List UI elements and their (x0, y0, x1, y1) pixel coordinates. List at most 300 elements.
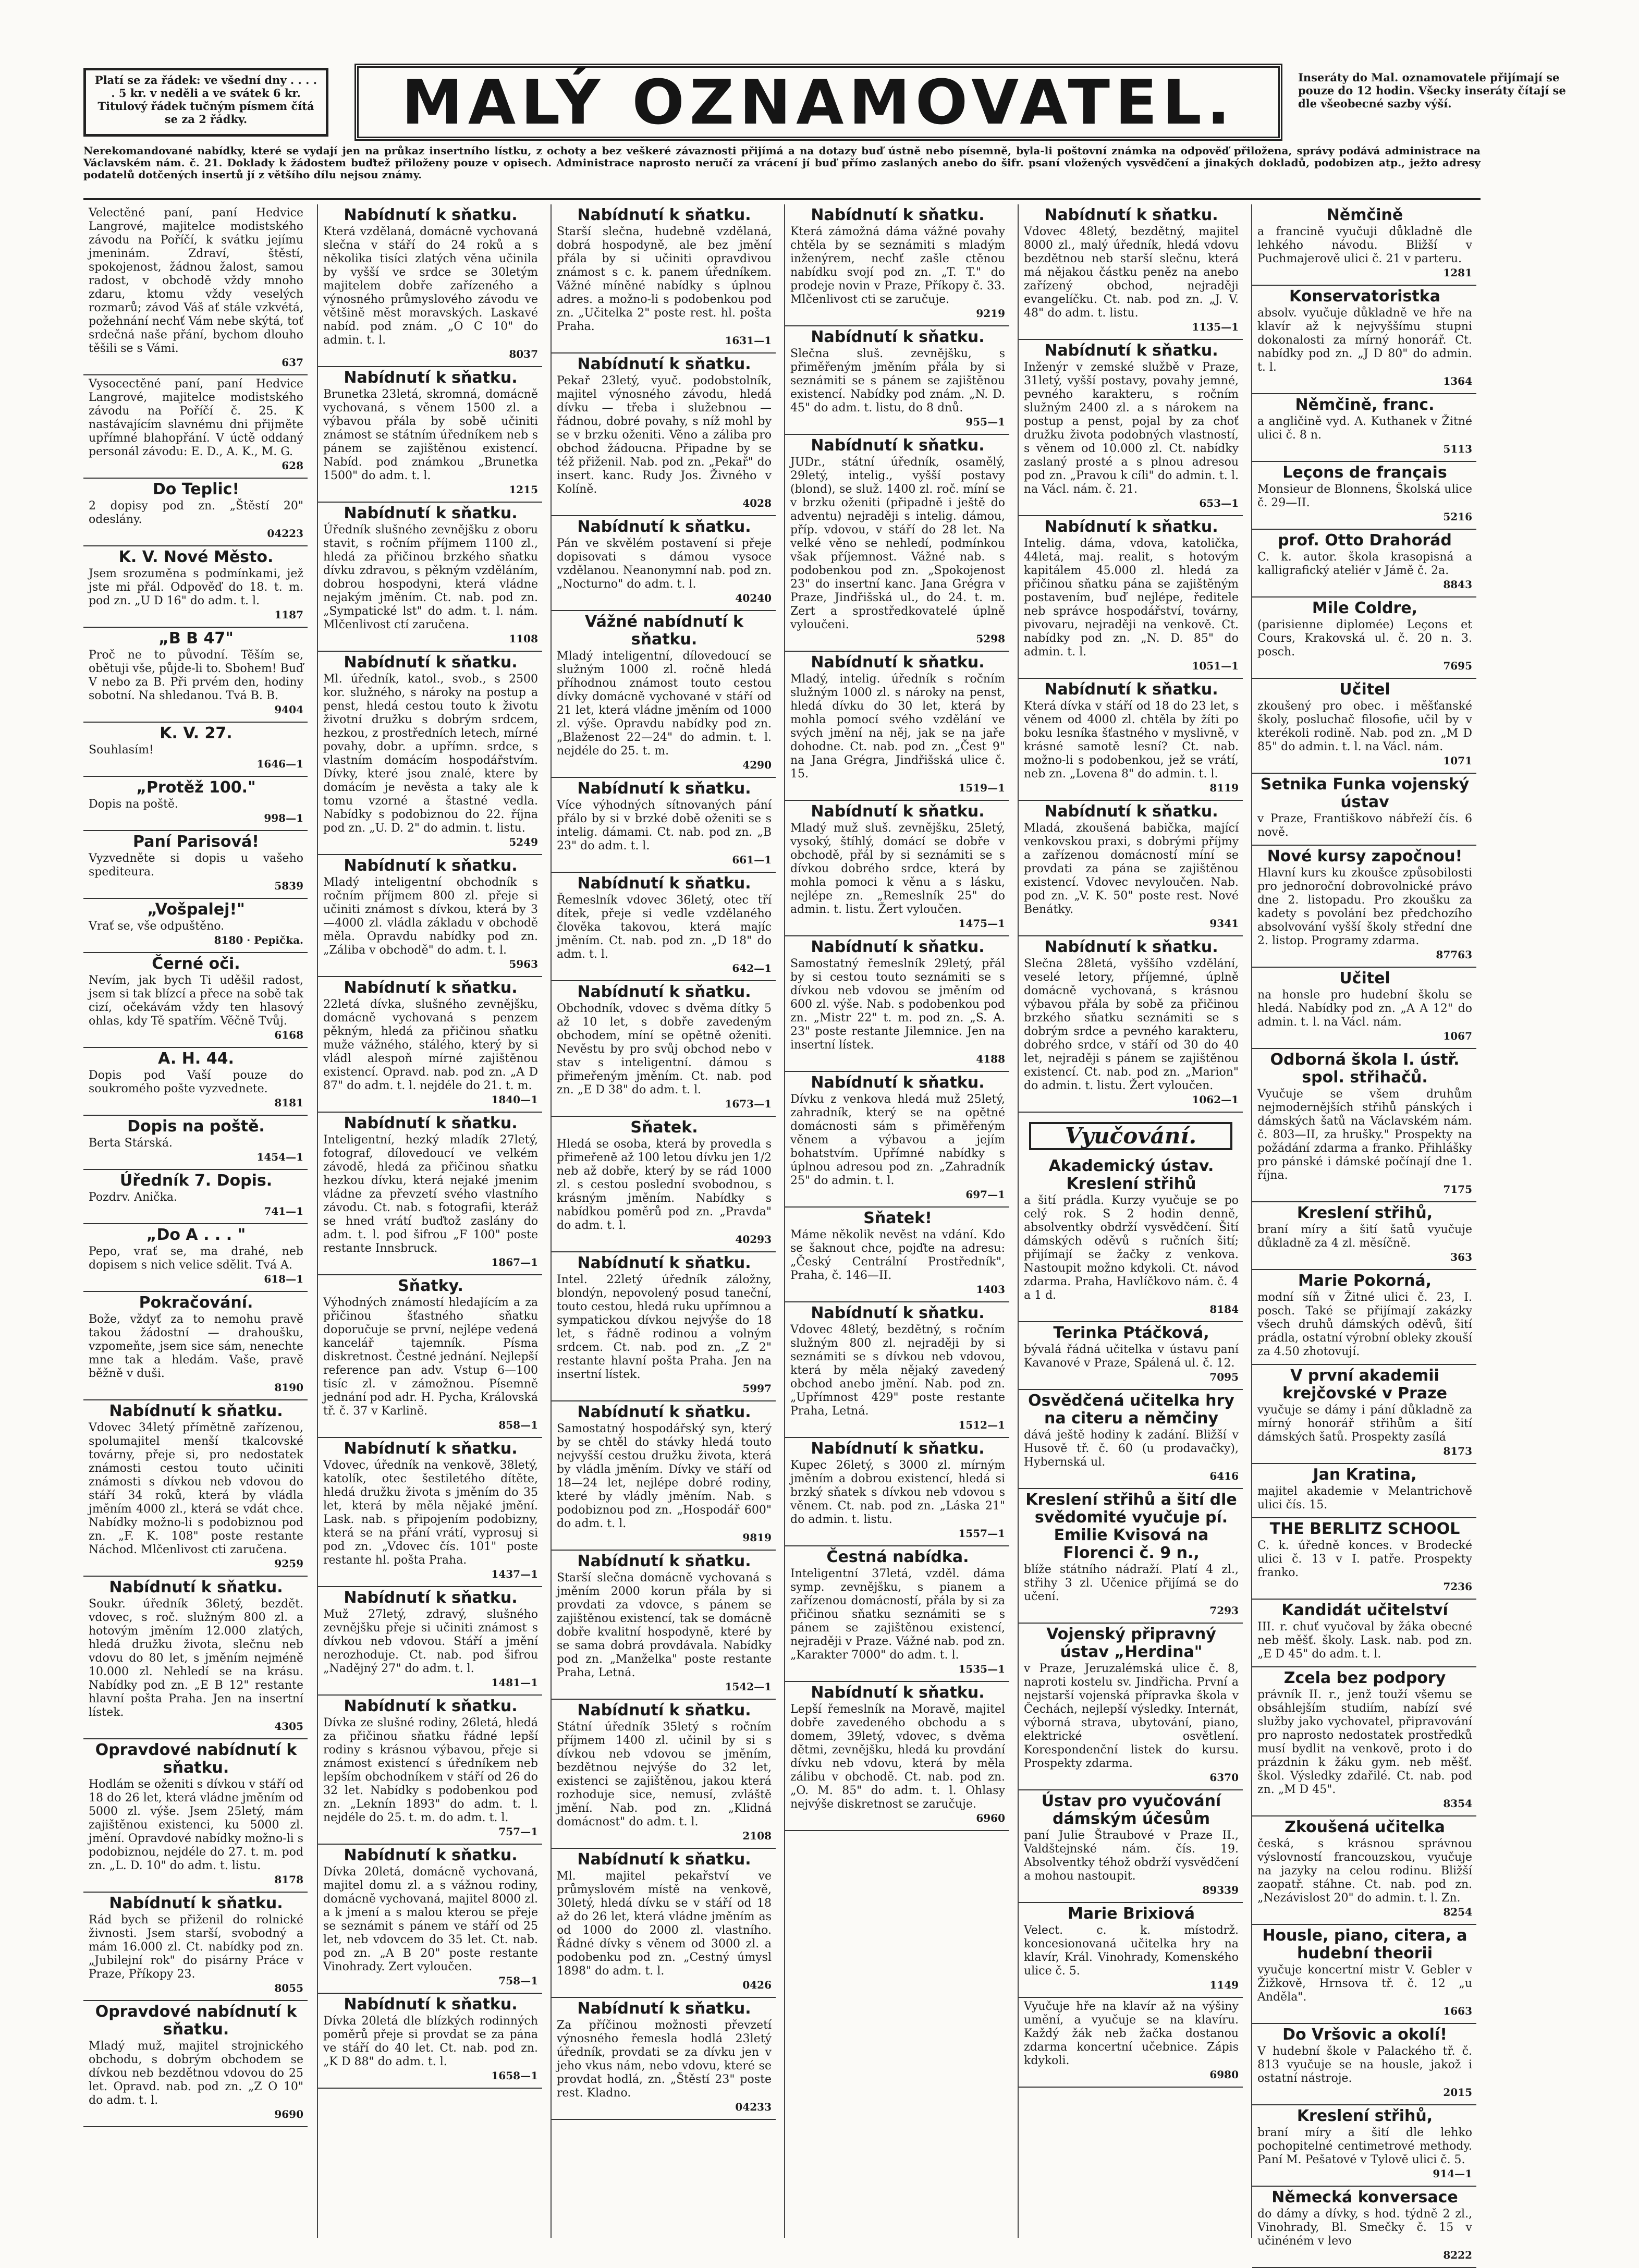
ad-text: Státní úředník 35letý s ročním příjmem 1400 zl. učinil by si s dívkou neb vdovou se jměním, bezdětnou nejvýše do 32 let, existenci se zajištěnou, jakou která rozhoduje sice, nemusí, zvláště jmění. Nab. pod zn. „Klidná domácnost" do adm. t. l. (557, 1721, 772, 1828)
ad-text: Monsieur de Blonnens, Školská ulice č. 29—II. (1257, 483, 1472, 509)
ad-heading: Nabídnutí k sňatku. (811, 436, 985, 455)
ad-number: 1481—1 (491, 1676, 538, 1689)
ad-number: 8173 (1443, 1445, 1472, 1457)
ad-heading: Nové kursy započnou! (1267, 847, 1463, 865)
ad-item (552, 778, 776, 873)
ad-heading: Dopis na poště. (127, 1117, 265, 1136)
ad-number: 8119 (1209, 782, 1239, 794)
ad-text: Slečna 28letá, vyššího vzdělání, veselé letory, příjemné, úplně domácně vychovaná, s krásnou výbavou přála by sobě za přičinou brzkého sňatku seznámiti se s dobrým srdce a pevného karakteru, dobrého srdce, v stáří od 30 do 40 let, nejraději s pánem se zajištěnou existencí. Ct. nab. pod zn. „Marion" do admin. t. listu. Žert vyloučen. (1024, 957, 1239, 1092)
column-6 (1251, 204, 1476, 2261)
ad-item (83, 1400, 308, 1577)
ad-text: vyučuje se dámy i pání důkladně za mírný honorář střihům a šití dámských šatů. Prospekty zasílá (1257, 1404, 1472, 1444)
ad-number: 5113 (1443, 443, 1472, 455)
ad-number: 1631—1 (725, 334, 772, 347)
ad-heading: Sňatky. (398, 1277, 463, 1295)
ad-item (1252, 1049, 1476, 1202)
ad-text: Mladý, intelig. úředník s ročním služným 1000 zl. s nároky na penst, hledá dívku do 30 let, která by mohla pomocí svého vzdělání ve svých jmění na něj, jak se na jaře dohodne. Ct. nab. pod zn. „Čest 9" na Jana Grégra, Jindřišská ulice č. 15. (790, 673, 1005, 781)
ad-number: 4028 (742, 497, 772, 509)
ad-number: 6168 (274, 1029, 303, 1041)
ad-heading: prof. Otto Drahorád (1278, 531, 1452, 550)
ad-item (1252, 530, 1476, 598)
ad-number: 1062—1 (1192, 1093, 1239, 1106)
ad-item (785, 1682, 1009, 1831)
ad-item (1252, 1600, 1476, 1667)
ad-item (318, 1438, 542, 1587)
ad-number: 741—1 (264, 1205, 303, 1217)
ad-heading: „B B 47" (158, 629, 234, 648)
column-1 (83, 204, 308, 2238)
ad-text: Nevím, jak bych Ti uděšil radost, jsem si tak blízcí a přece na sobě tak cizí, očekávám vždy ten hlasový ohlas, kdy Tě spatřím. Věčně Tvůj. (89, 974, 303, 1028)
ad-number: 6416 (1209, 1470, 1239, 1482)
ad-heading: Nabídnutí k sňatku. (344, 369, 518, 387)
page-title: MALÝ OZNAMOVATEL. (401, 66, 1236, 138)
ad-number: 1646—1 (256, 758, 303, 770)
section-heading-vyucovani: Vyučování. (1029, 1122, 1232, 1150)
ad-heading: Nabídnutí k sňatku. (344, 1114, 518, 1132)
ad-number: 8055 (274, 1982, 303, 1994)
ad-item (83, 1739, 308, 1893)
ad-text: právník II. r., jenž touží všemu se obsáhlejším studiím, nabízí své služby jako vychovatel, připravování pro naprosto nedostatek prostředků musí bydlit na venkově, proto i do prázdnin k žáku gym. neb měšť. škol. Výsledky zdařilé. Ct. nab. pod zn. „M D 45". (1257, 1688, 1472, 1796)
ad-item (552, 1401, 776, 1551)
ad-text: Vdovec, úředník na venkově, 38letý, katolík, otec šestiletého dítěte, hledá družku života s jměním do 35 let, která by měla nějaké jmění. Lask. nab. s připojením podobizny, která se na přání vrátí, vyprosuj si pod zn. „Vdovec čís. 101" poste restante hl. pošta Praha. (323, 1459, 538, 1567)
ad-heading: Marie Brixiová (1068, 1905, 1195, 1923)
ad-text: Intel. 22letý úředník záložny, blondýn, nepovolený posud taneční, touto cestou, hledá ruku upřímnou a sympatickou dívkou nejvýše do 18 let, s řádně rodinou a volným srdcem. Ct. nab. pod zn. „Z 2" restante hlavní pošta Praha. Jen na insertní lístek. (557, 1273, 772, 1381)
ad-heading: Nabídnutí k sňatku. (577, 1403, 751, 1421)
ad-text: Velect. c. k. místodrž. koncesionovaná učitelka hry na klavír, Král. Vinohrady, Komenského ulice č. 5. (1024, 1924, 1239, 1978)
ad-item (318, 1845, 542, 1994)
ad-text: 22letá dívka, slušného zevnějšku, domácně vychovaná s penzem pěkným, hledá za přičinou sňatku muže vážného, stálého, který by si vládl alespoň mírné zajištěnou existencí. Opravd. nab. pod zn. „A D 87" do adm. t. l. nejdéle do 21. t. m. (323, 998, 538, 1092)
ad-item (318, 652, 542, 855)
ad-number: 858—1 (498, 1419, 538, 1431)
ad-text: 2 dopisy pod zn. „Štěstí 20" odeslány. (89, 499, 303, 526)
ad-item (1252, 394, 1476, 462)
ad-number: 1135—1 (1192, 321, 1239, 333)
ad-item (83, 899, 308, 953)
ad-heading: Nabídnutí k sňatku. (344, 1589, 518, 1607)
ad-item (1252, 2105, 1476, 2187)
ad-heading: Opravdové nabídnutí k sňatku. (95, 2003, 297, 2039)
ad-text: Dívka 20letá, domácně vychovaná, majitel domu zl. a s vážnou rodiny, domácně vychovaná, majitel 8000 zl. a k jmení a s malou kterou se přeje se seznámit s pánem ve stáří od 25 let, neb vdovcem do 35 let. Ct. nab. pod zn. „A B 20" poste restante Vinohrady. Zert vyloučen. (323, 1865, 538, 1973)
ad-item (552, 1551, 776, 1700)
ad-number: 4305 (274, 1720, 303, 1733)
ad-text: Pepo, vrať se, ma drahé, neb dopisem s nich velice sdělit. Tvá A. (89, 1245, 303, 1272)
ad-heading: Vojenský připravný ústav „Herdina" (1046, 1625, 1216, 1661)
ad-text: majitel akademie v Melantrichově ulici čís. 15. (1257, 1485, 1472, 1511)
ad-item (318, 1994, 542, 2089)
ad-text: Která dívka v stáří od 18 do 23 let, s věnem od 4000 zl. chtěla by žíti po boku lesníka šťastného v myslivně, v krásné samotě lesní? Ct. nab. možno-li s podobenkou, jež se vrátí, neb zn. „Lovena 8" do admin. t. l. (1024, 700, 1239, 781)
ad-heading: Kreslení střihů a šití dle svědomité vyučuje pí. Emilie Kvisová na Florenci č. 9 n., (1025, 1491, 1237, 1562)
ad-number: 955—1 (965, 416, 1005, 428)
ad-item (1252, 598, 1476, 679)
ad-number: 8178 (274, 1873, 303, 1886)
ad-item (552, 1849, 776, 1998)
ad-heading: A. H. 44. (158, 1050, 234, 1068)
ad-text: Soukr. úředník 36letý, bezdět. vdovec, s roč. služným 800 zl. a hotovým jměním 12.000 zlatých, hledá družku života, slečnu neb vdovu do 80 let, s jměním nejméně 10.000 zl. Nehledí se na krásu. Nabídky pod zn. „E B 12" restante hlavní pošta Praha. Jen na insertní lístek. (89, 1598, 303, 1719)
ad-item (552, 516, 776, 611)
ad-number: 1071 (1443, 754, 1472, 767)
ad-heading: Nabídnutí k sňatku. (811, 1684, 985, 1702)
column-5-school-ads (1019, 1155, 1243, 2088)
ad-number: 9259 (274, 1557, 303, 1570)
ad-item (552, 204, 776, 353)
ad-text: Vdovec 48letý, bezdětný, majitel 8000 zl., malý úředník, hledá vdovu bezdětnou neb starší slečnu, která má nějakou částku peněz na anebo zařízený obchod, nejraději evangelíčku. Ct. nab. pod zn. „J. V. 48" do adm. t. listu. (1024, 225, 1239, 320)
ad-text: Za příčinou možnosti převzetí výnosného řemesla hodlá 23letý úředník, provdati se za dívku jen v jeho vkus nám, nebo vdovu, které se provdat hodlá, zn. „Štěstí 23" poste rest. Kladno. (557, 2019, 772, 2100)
ad-text: Samostatný řemeslník 29letý, přál by si cestou touto seznámiti se s dívkou neb vdovou se jměním od 600 zl. výše. Nab. s podobenkou pod zn. „Mistr 22" t. m. pod zn. „S. A. 23" poste restante Jilemnice. Jen na insertní lístek. (790, 957, 1005, 1052)
ad-text: Kupec 26letý, s 3000 zl. mírným jměním a dobrou existencí, hledá si brzký sňatek s dívkou neb vdovou s věnem. Ct. nab. pod zn. „Láska 21" do admin. t. listu. (790, 1459, 1005, 1526)
ad-heading: Zcela bez podpory (1283, 1669, 1446, 1687)
ad-number: 8843 (1443, 578, 1472, 591)
ad-item (83, 1577, 308, 1739)
ad-item (1019, 340, 1243, 516)
ad-heading: Nabídnutí k sňatku. (811, 1304, 985, 1322)
ad-item (318, 1113, 542, 1275)
ad-item (83, 479, 308, 546)
ad-text: Vrať se, vše odpuštěno. (89, 920, 225, 933)
ad-heading: Učitel (1339, 680, 1390, 699)
ad-heading: V první akademii krejčovské v Praze (1282, 1367, 1447, 1403)
ad-item (785, 652, 1009, 801)
ad-heading: Nabídnutí k sňatku. (811, 802, 985, 821)
ad-heading: Úředník 7. Dopis. (119, 1172, 273, 1190)
ad-heading: Nabídnutí k sňatku. (1044, 206, 1218, 224)
ad-item (83, 1116, 308, 1170)
ad-heading: Odborná škola I. ústř. spol. střihačů. (1270, 1051, 1460, 1087)
ad-number: 5839 (274, 880, 303, 892)
ad-heading: Nabídnutí k sňatku. (1044, 938, 1218, 956)
ad-text: Ml. úředník, katol., svob., s 2500 kor. služného, s nároky na postup a penst, hledá cestou touto k životu životní družku s dobrým srdcem, hezkou, z prostředních letech, mírné povahy, dobr. a upřímn. srdce, s vlastním domácím hospodářstvím. Dívky, které jsou znalé, ktere by domácím je nevěsta a taky ale k tomu vzorné a štastné vedla. Nabídky s podobiznou do 22. října pod zn. „U. D. 2" do admin. t. listu. (323, 673, 538, 835)
ad-number: 1051—1 (1192, 660, 1239, 672)
ad-number: 1108 (509, 632, 538, 645)
ad-item (1019, 1998, 1243, 2088)
ad-heading: Učitel (1339, 969, 1390, 987)
ad-text: Mladý inteligentní, dílovedoucí se služným 1000 zl. ročně hledá příhodnou známost touto cestou dívky domácně vychované v stáří od 21 let, která vládne jměním od 1000 zl. výše. Opravdu nabídky pod zn. „Blaženost 22—24" do admin. t. l. nejdéle do 25. t. m. (557, 650, 772, 758)
ad-item (1019, 1489, 1243, 1624)
notice-text: Nerekomandované nabídky, které se vydají jen na průkaz insertního lístku, z ochoty a bez veškeré závaznosti přijímá a na dotazy buď ústně nebo písemně, byla-li poštovní známka na odpověď přiložena, správy podává administrace na Václavském nám. č. 21. Doklady k žádostem buďtež přiloženy pouze v opisech. Administrace naprosto neručí za vrácení jí buď přímo zaslaných anebo do šifr. psaní vložených vysvědčení a jinakých dokladů, podobizen atp., ježto adresy podatelů dotčených insertů jí z většího dílu nejsou známy. (83, 144, 1481, 181)
ad-number: 1557—1 (958, 1527, 1005, 1540)
column-4 (784, 204, 1009, 2238)
ad-heading: Nabídnutí k sňatku. (811, 328, 985, 346)
ad-heading: Čestná nabídka. (826, 1548, 969, 1566)
ad-number: 1454—1 (256, 1151, 303, 1163)
ad-item (318, 855, 542, 977)
ad-item (552, 1998, 776, 2120)
ad-number: 5997 (742, 1382, 772, 1395)
ad-number: 6960 (976, 1812, 1005, 1824)
ad-number: 04233 (735, 2101, 772, 2113)
ad-number: 8190 (274, 1381, 303, 1394)
column-5-ads (1019, 204, 1243, 1113)
ad-text: Berta Stárská. (89, 1137, 173, 1150)
ad-number: 04223 (267, 527, 303, 540)
ad-text: zkoušený pro obec. i měšťanské školy, posluchač filosofie, učil by v kterékoli rodině. Nab. pod zn. „M D 85" do admin. t. l. na Václ. nám. (1257, 700, 1472, 753)
ad-item (785, 1072, 1009, 1208)
ad-heading: Nabídnutí k sňatku. (109, 1894, 283, 1912)
ad-text: Brunetka 23letá, skromná, domácně vychovaná, s věnem 1500 zl. a výbavou přála by sobě učiniti známost se státním úředníkem neb s pánem se zajištěnou existencí. Nabíd. pod známkou „Brunetka 1500" do adm. t. l. (323, 388, 538, 482)
ad-number: 0426 (742, 1979, 772, 1991)
ad-heading: Osvědčená učitelka hry na citeru a němčiny (1028, 1392, 1234, 1428)
ad-item (1252, 1816, 1476, 1925)
ad-number: 8037 (509, 348, 538, 360)
ad-item (83, 628, 308, 723)
ad-number: 8254 (1443, 1906, 1472, 1918)
ad-item (1252, 1925, 1476, 2024)
ad-number: 2108 (742, 1830, 772, 1842)
ad-heading: Nabídnutí k sňatku. (344, 504, 518, 522)
ad-item (552, 1117, 776, 1252)
ad-heading: Nabídnutí k sňatku. (109, 1578, 283, 1596)
ad-item (1019, 204, 1243, 340)
ad-item (1019, 1155, 1243, 1322)
ad-number: 1512—1 (958, 1419, 1005, 1431)
ad-text: Obchodník, vdovec s dvěma dítky 5 až 10 let, s dobře zavedeným obchodem, míní se opětně oženiti. Nevěstu by pro svůj obchod nebo v stav s inteligentní. dámou s přimeřeným jměním. Ct. nab. pod zn. „E D 38" do adm. t. l. (557, 1002, 772, 1096)
ad-text: Slečna sluš. zevnějšku, s přiměřeným jměním přála by si seznámiti se s pánem se zajištěnou existencí. Nabídky pod znám. „N. D. 45" do adm. t. listu, do 8 dnů. (790, 347, 1005, 414)
ad-text: Dopis na poště. (89, 798, 179, 811)
ad-heading: Do Teplic! (152, 480, 240, 498)
ad-number: 40293 (735, 1233, 772, 1246)
ad-heading: Nabídnutí k sňatku. (344, 206, 518, 224)
ad-text: paní Julie Štraubové v Praze II., Valdštejnské nám. čís. 19. Absolventky téhož obdrží vysvědčení a mohou nastoupit. (1024, 1829, 1239, 1883)
ad-text: Jsem srozuměna s podmínkami, jež jste mi přál. Odpověď do 18. t. m. pod zn. „U D 16" do adm. t. l. (89, 567, 303, 607)
ad-item (1252, 1365, 1476, 1464)
ad-number: 7293 (1209, 1604, 1239, 1617)
ad-item (83, 1893, 308, 2001)
ad-item (318, 204, 542, 367)
ad-heading: Mile Coldre, (1312, 599, 1418, 617)
ad-number: 5298 (976, 632, 1005, 645)
ad-text: Lepší řemeslník na Moravě, majitel dobře zavedeného obchodu a s domem, 39letý, vdovec, s dvěma dětmi, zevnějšku, hledá ku provdání dívku neb vdovu, která by měla zálibu v obchodě. Ct. nab. pod zn. „O. M. 85" do adm. t. l. Ohlasy nejvýše diskretnost se zaručuje. (790, 1703, 1005, 1811)
ad-heading: Nabídnutí k sňatku. (344, 857, 518, 875)
ad-item (1019, 516, 1243, 679)
ad-number: 4188 (976, 1053, 1005, 1065)
ad-number: 628 (282, 459, 303, 472)
ad-heading: Nabídnutí k sňatku. (577, 355, 751, 373)
ad-number: 2015 (1443, 2086, 1472, 2099)
ad-text: Úředník slušného zevnějšku z oboru stavit, s ročním příjmem 1100 zl., hledá za přičinou brzkého sňatku dívku zdravou, s pěkným vzděláním, dobrou hospodyni, která vládne nejakým jměním. Ct. nab. pod zn. „Sympatické lst" do adm. t. l. nám. Mlčenlivost ctí zaručena. (323, 523, 538, 631)
ad-item (83, 953, 308, 1048)
ad-item (785, 1438, 1009, 1546)
ad-heading: Nabídnutí k sňatku. (577, 1701, 751, 1720)
ad-text: Řemeslník vdovec 36letý, otec tří dítek, přeje si vedle vzdělaného člověka takovou, která majíc jměním. Ct. nab. pod zn. „D 18" do adm. t. l. (557, 894, 772, 961)
ad-item (785, 1302, 1009, 1438)
ad-heading: Terinka Ptáčková, (1053, 1324, 1209, 1342)
ad-columns (83, 204, 1486, 2261)
ad-heading: „Do A . . . " (146, 1226, 246, 1244)
ad-item (1252, 679, 1476, 774)
ad-heading: Nabídnutí k sňatku. (344, 653, 518, 672)
ad-text: a šití prádla. Kurzy vyučuje se po celý rok. S 2 hodin denně, absolventky obdrží vysvědčení. Šití dámských oděvů s ručních šití; přijímají se žačky z venkova. Nastoupit možno kdykoli. Ct. návod zdarma. Praha, Havlíčkovo nám. č. 4 a 1 d. (1024, 1194, 1239, 1302)
title-box (354, 64, 1282, 141)
ad-number: 7175 (1443, 1183, 1472, 1196)
ad-item (1252, 2024, 1476, 2105)
ad-item (1252, 1270, 1476, 1365)
ad-heading: Nabídnutí k sňatku. (344, 1995, 518, 2014)
ad-number: 1475—1 (958, 917, 1005, 930)
ad-number: 7095 (1209, 1371, 1239, 1383)
ad-heading: Němčině, franc. (1295, 396, 1435, 414)
ad-text: Vyučuje hře na klavír až na výšiny umění, a vyučuje se na klavíru. Každý žák neb žačka dostanou zdarma koncertní učebnice. Zápis kdykoli. (1024, 2000, 1239, 2067)
ad-text: Mladý inteligentní obchodník s ročním příjmem 800 zl. přeje si učiniti známost s dívkou, která by 3—4000 zl. vládla základu v obchodě měla. Opravdu nabídky pod zn. „Záliba v obchodě" do adm. t. l. (323, 876, 538, 957)
ad-item (1252, 1202, 1476, 1270)
ad-heading: Nabídnutí k sňatku. (109, 1402, 283, 1420)
ad-number: 998—1 (264, 812, 303, 824)
ad-item (1252, 774, 1476, 846)
ad-text: Bože, vždyť za to nemohu pravě takou žádostní — drahoušku, vzpomeňte, jsem sice sám, nenechte mne tak a hledám. Vaše, pravě běžně v duši. (89, 1313, 303, 1380)
ad-number: 1149 (1209, 1979, 1239, 1991)
ad-item (552, 353, 776, 516)
ad-heading: Nabídnutí k sňatku. (577, 1254, 751, 1272)
ad-item (318, 1696, 542, 1845)
ad-heading: Sňatek. (630, 1118, 698, 1137)
ad-number: 1187 (274, 608, 303, 621)
ad-item (1252, 1667, 1476, 1816)
ad-item (1019, 936, 1243, 1113)
ad-item (1252, 1518, 1476, 1600)
ad-heading: Leçons de français (1282, 464, 1447, 482)
ad-item (552, 873, 776, 981)
ad-item (785, 1208, 1009, 1302)
ad-number: 1867—1 (491, 1256, 538, 1269)
ad-heading: Nabídnutí k sňatku. (1044, 680, 1218, 699)
ad-text: Která vzdělaná, domácně vychovaná slečna v stáří do 24 roků a s několika tisíci zlatých věna učinila by vyšší ve srdce se 30letým majitelem dobře zařízeného a výnosného průmyslového závodu ve většině měst moravských. Laskavé nabíd. pod znám. „O C 10" do admin. t. l. (323, 225, 538, 347)
ad-heading: Nabídnutí k sňatku. (577, 1850, 751, 1869)
ad-text: Starší slečna domácně vychovaná s jměním 2000 korun přála by si provdati za vdovce, s pánem se zajištěnou existencí, tak se domácně dobře kvalitní hospodyně, které by se sama dobrá provdávala. Nabídky pod zn. „Manželka" poste restante Praha, Letná. (557, 1571, 772, 1679)
ad-item (318, 1587, 542, 1696)
ad-item (1252, 846, 1476, 968)
ad-heading: Pokračování. (139, 1294, 253, 1312)
ad-text: Dopis pod Vaší pouze do soukromého pošte vyzvednete. (89, 1069, 303, 1095)
ad-heading: Marie Pokorná, (1298, 1272, 1432, 1290)
ad-text: Pán ve skvělém postavení si přeje dopisovati s dámou vysoce vzdělanou. Neanonymní nab. pod zn. „Nocturno" do adm. t. l. (557, 537, 772, 591)
header-rule (83, 198, 1481, 200)
ad-heading: Nabídnutí k sňatku. (577, 983, 751, 1001)
ad-heading: K. V. 27. (160, 724, 233, 742)
ad-number: 1840—1 (491, 1093, 538, 1106)
ad-item (83, 375, 308, 479)
ad-item (83, 546, 308, 628)
ad-item (83, 2001, 308, 2127)
ad-text: Inteligentní, hezký mladík 27letý, fotograf, dílovedoucí ve velkém závodě, hledá za přičinou sňatku hezkou dívku, která nejaké jmenim vládne za převzetí svého vlastního závodu. Ct. nab. s fotografii, kteráž se hned vrátí buďtož zaslány do adm. t. l. pod šifrou „F 100" poste restante Innsbruck. (323, 1133, 538, 1255)
ad-heading: Nabídnutí k sňatku. (344, 1846, 518, 1864)
ad-heading: Německá konversace (1271, 2188, 1458, 2206)
ad-number: 618—1 (264, 1273, 303, 1285)
ad-text: braní míry a šití šatů vyučuje důkladně za 4 zl. měsíčně. (1257, 1223, 1472, 1250)
ad-text: III. r. chuť vyučoval by žáka obecné neb měšť. školy. Lask. nab. pod zn. „E D 45" do adm. t. l. (1257, 1620, 1472, 1661)
ad-text: Dívka ze slušné rodiny, 26letá, hledá za přičinou sňatku řádné lepší rodiny s krásnou výbavou, přeje si známost existencí s úředníkem neb lepším obchodníkem v stáří od 26 do 32 let. Nabídky s podobenkou pod zn. „Leknín 1893" do adm. t. l. nejdéle do 25. t. m. do adm. t. l. (323, 1716, 538, 1824)
ad-text: vyučuje koncertní mistr V. Gebler v Žižkově, Hrnsova tř. č. 12 „u Anděla". (1257, 1964, 1472, 2004)
ad-text: Samostatný hospodářský syn, který by se chtěl do stávky hledá touto nejvyšší cestou družku života, která by vládla jměním. Dívky ve stáří od 18—24 let, nejlépe dobré rodiny, které by vládly jměním. Nab. s podobiznou pod zn. „Hospodář 600" do adm. t. l. (557, 1422, 772, 1530)
ad-text: Mladý muž sluš. zevnějšku, 25letý, vysoký, štíhlý, domácí se dobře v obchodě, přál by si seznámiti se s dívkou dobrého srdce, která by mohla pomoci k věnu a s lásku, nejlépe zn. „Remeslník 25" do admin. t. listu. Žert vyloučen. (790, 822, 1005, 916)
column-2 (317, 204, 542, 2238)
ad-number: 8354 (1443, 1797, 1472, 1810)
ad-number: 1658—1 (491, 2069, 538, 2082)
ad-item (1252, 1464, 1476, 1518)
ad-text: Vdovec 48letý, bezdětný, s ročním služným 800 zl. nejraději by si seznámiti se s dívkou neb vdovou, která by měla nějaký zavedený obchod anebo jmění. Nab. pod zn. „Upřímnost 429" poste restante Praha, Letná. (790, 1323, 1005, 1418)
ad-item (83, 204, 308, 375)
ad-number: 6980 (1209, 2068, 1239, 2081)
ad-item (785, 936, 1009, 1072)
ad-number: 1437—1 (491, 1568, 538, 1580)
ad-item (1019, 801, 1243, 936)
ad-text: Pozdrv. Anička. (89, 1191, 178, 1204)
ad-number: 89339 (1202, 1884, 1239, 1896)
ad-number: 363 (1450, 1251, 1472, 1263)
ad-item (83, 1224, 308, 1292)
ad-item (318, 503, 542, 652)
ad-number: 1663 (1443, 2005, 1472, 2017)
ad-text: Pekař 23letý, vyuč. podobstolník, majitel výnosného závodu, hledá dívku — třeba i služebnou — řádnou, dobré povahy, s níž mohl by se v brzku oženiti. Věno a záliba pro obchod žádoucna. Připadne by se též přiženil. Nab. pod zn. „Pekař" do insert. kanc. Rudy Jos. Živného v Kolíně. (557, 374, 772, 496)
ad-number: 1535—1 (958, 1663, 1005, 1675)
ad-text: Souhlasím! (89, 743, 154, 757)
ad-text: v Praze, Jeruzalémská ulice č. 8, naproti kostelu sv. Jindřicha. První a nejstarší vojenská přípravka škola v Čechách, nejlepší výsledky. Internát, výborná strava, ubytování, piano, elektrické osvětlení. Korespondenční listek do kursu. Prospekty zdarma. (1024, 1662, 1239, 1770)
ad-heading: Nabídnutí k sňatku. (577, 518, 751, 536)
ad-text: absolv. vyučuje důkladně ve hře na klavír až k nejvyššímu stupni dokonalosti za mírný honorář. Ct. nabídky pod zn. „J D 80" do admin. t. l. (1257, 307, 1472, 374)
ad-text: a francině vyučuji důkladně dle lehkého návodu. Bližší v Puchmajerově ulici č. 21 v parteru. (1257, 225, 1472, 265)
ad-number: 9219 (976, 307, 1005, 320)
ad-item (785, 435, 1009, 652)
ad-text: C. k. úředně konces. v Brodecké ulici č. 13 v I. patře. Prospekty franko. (1257, 1539, 1472, 1579)
ad-heading: Nabídnutí k sňatku. (811, 653, 985, 672)
ad-heading: Jan Kratina, (1313, 1466, 1417, 1484)
ad-heading: Nabídnutí k sňatku. (577, 1999, 751, 2018)
ad-heading: Nabídnutí k sňatku. (344, 979, 518, 997)
ad-heading: Nabídnutí k sňatku. (811, 938, 985, 956)
ad-heading: „Protěž 100." (136, 778, 256, 797)
ad-heading: Nabídnutí k sňatku. (811, 1440, 985, 1458)
ad-text: modní síň v Žitné ulici č. 23, I. posch. Také se přijímají zakázky všech druhů dámských oděvů, šití prádla, ostatní výrobní obleky zkouší za 4.50 zhotovují. (1257, 1291, 1472, 1358)
ad-number: 1542—1 (725, 1680, 772, 1693)
ad-heading: Nabídnutí k sňatku. (1044, 518, 1218, 536)
ad-text: Ml. majitel pekařství ve průmyslovém místě na venkově, 30letý, hledá dívku se v stáří od 18 až do 26 let, která vládne jměním as od 1000 do 2000 zl. vlastního. Řádné dívky s věnem od 3000 zl. a podobenku pod zn. „Cestný úmysl 1898" do adm. t. l. (557, 1870, 772, 1978)
ad-text: Rád bych se přiženil do rolnické živnosti. Jsem starší, svobodný a mám 16.000 zl. Ct. nabídky pod zn. „Jubilejní rok" do pisárny Práce v Praze, Příkopy 23. (89, 1913, 303, 1981)
ad-number: 637 (282, 356, 303, 369)
ad-text: Máme několik nevěst na vdání. Kdo se šaknout chce, pojďte na adresu: „Český Centrální Prostředník", Praha, č. 146—II. (790, 1228, 1005, 1282)
ad-number: 8222 (1443, 2249, 1472, 2261)
ad-text: (parisienne diplomée) Leçons et Cours, Krakovská ul. č. 20 n. 3. posch. (1257, 618, 1472, 659)
ad-item (83, 777, 308, 831)
ad-text: Vdovec 34letý přímětně zařízenou, spolumajitel menší tkalcovské továrny, přeje si, pro nedostatek známosti cestou touto učiniti známosti s dívkou neb vdovou do stáří 34 roků, která by vládla jměním 4000 zl., která se vdát chce. Nabídky možno-li s podobiznou pod zn. „F. K. 108" poste restante Náchod. Mlčenlivost cti zaručena. (89, 1421, 303, 1556)
ad-number: 8180 · Pepička. (214, 934, 303, 946)
ad-number: 1519—1 (958, 782, 1005, 794)
ad-number: 8184 (1209, 1303, 1239, 1315)
ad-heading: Nabídnutí k sňatku. (811, 206, 985, 224)
ad-text: Hledá se osoba, která by provedla s přimeřeně až 100 letou dívku jen 1/2 neb až dobře, který by se rád 1000 zl. s cestou poslední svobodnou, s krásným jměním. Nabídky s nabídkou poměrů pod zn. „Pravda" do adm. t. l. (557, 1138, 772, 1232)
ad-text: Vysocectěné paní, paní Hedvice Langrové, majitelce modistského závodu na Poříčí č. 25. K nastávajícím slavnému dni přijměte upřímné blahopřání. V úctě oddaný personál závodu: E. D., A. K., M. G. (89, 377, 303, 458)
ad-text: a angličině vyd. A. Kuthanek v Žitné ulici č. 8 n. (1257, 415, 1472, 442)
ad-number: 5963 (509, 958, 538, 970)
ad-number: 4290 (742, 759, 772, 771)
ad-heading: Akademický ústav. Kreslení střihů (1048, 1157, 1214, 1193)
ad-number: 914—1 (1433, 2167, 1472, 2180)
ad-heading: Setnika Funka vojenský ústav (1260, 775, 1470, 811)
ad-item (83, 1048, 308, 1116)
ad-number: 1067 (1443, 1030, 1472, 1042)
ad-number: 8181 (274, 1096, 303, 1109)
ad-number: 642—1 (732, 962, 772, 974)
ad-text: V hudební škole v Palackého tř. č. 813 vyučuje se na housle, jakož i ostatní nástroje. (1257, 2045, 1472, 2085)
ad-item (1019, 679, 1243, 801)
ad-number: 7695 (1443, 660, 1472, 672)
ad-text: bývalá řádná učitelka v ústavu paní Kavanové v Praze, Spálená ul. č. 12. (1024, 1343, 1239, 1370)
ad-item (1252, 462, 1476, 530)
ad-number: 1403 (976, 1283, 1005, 1296)
ad-text: Hlavní kurs ku zkoušce způsobilosti pro jednoroční dobrovolnické právo dne 2. listopadu. Pro zkoušku za kadety s povolání bez předchozího absolvování vyšší školy střední dne 2. listop. Programy zdarma. (1257, 867, 1472, 947)
ad-heading: Konservatoristka (1289, 287, 1440, 306)
ad-number: 1215 (509, 483, 538, 496)
ad-item (785, 1546, 1009, 1682)
ad-number: 6370 (1209, 1771, 1239, 1784)
ad-number: 1281 (1443, 266, 1472, 279)
ad-item (552, 1252, 776, 1401)
